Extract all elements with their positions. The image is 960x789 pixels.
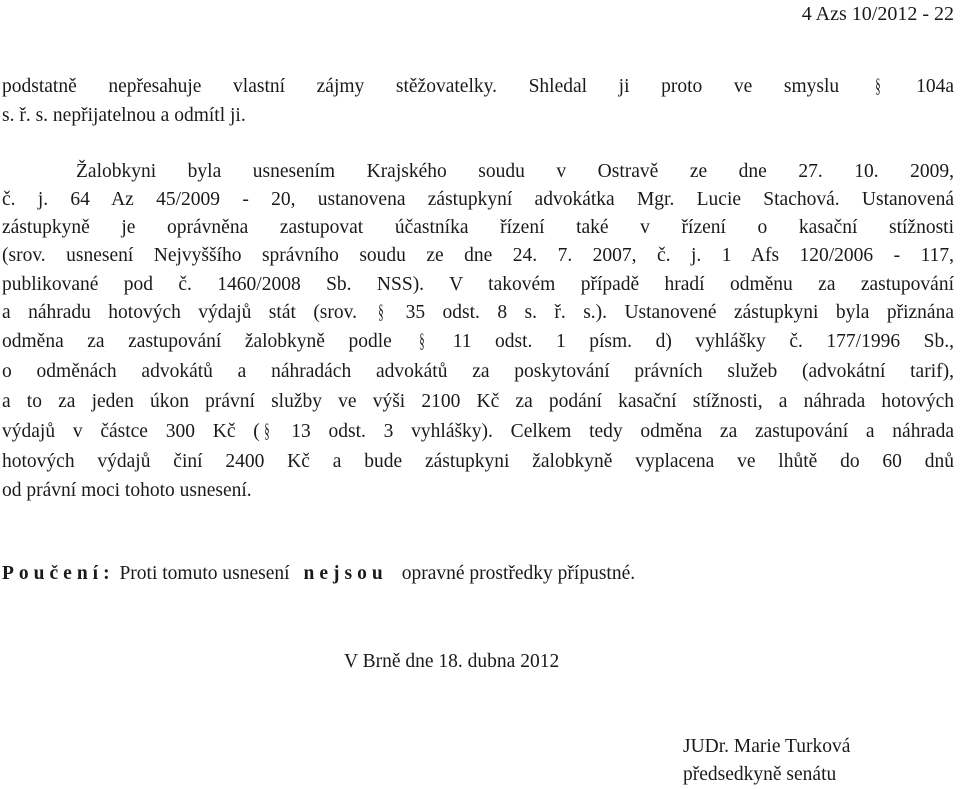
legal-notice [2,560,635,588]
case-number: 4 Azs 10/2012 - 22 [801,3,954,25]
body-line-7: publikované pod č. 1460/2008 Sb. NSS). V takovém případě hradí odměnu za zastupování [2,274,954,295]
body-line-10: o odměnách advokátů a náhradách advokátů za poskytování právních služeb (advokátní tarif), [2,361,954,382]
signature-name: JUDr. Marie Turková [683,736,851,757]
body-line-3: Žalobkyni byla usnesením Krajského soudu v Ostravě ze dne 27. 10. 2009, [76,161,954,182]
body-line-1: podstatně nepřesahuje vlastní zájmy stěžovatelky. Shledal ji proto ve smyslu § 104a [2,73,954,101]
notice-text-after: opravné prostředky přípustné. [401,563,636,584]
body-line-12: výdajů v částce 300 Kč ( § 13 odst. 3 vyhlášky). Celkem tedy odměna za zastupování a náhrada [2,418,954,446]
body-line-9: odměna za zastupování žalobkyně podle § 11 odst. 1 písm. d) vyhlášky č. 177/1996 Sb., [2,328,954,356]
body-line-13: hotových výdajů činí 2400 Kč a bude zástupkyni žalobkyně vyplacena ve lhůtě do 60 dnů [2,451,954,472]
body-line-2: s. ř. s. nepřijatelnou a odmítl ji. [2,105,246,126]
body-line-5: zástupkyně je oprávněna zastupovat účastníka řízení také v řízení o kasační stížnosti [2,217,954,238]
body-line-4: č. j. 64 Az 45/2009 - 20, ustanovena zástupkyní advokátka Mgr. Lucie Stachová. Ustanovená [2,189,954,210]
place-date: V Brně dne 18. dubna 2012 [344,651,560,672]
notice-text-before: Proti tomuto usnesení [119,563,290,584]
signature-title: předsedkyně senátu [683,764,837,785]
section-sign: § [378,302,384,323]
body-line-6: (srov. usnesení Nejvyššího správního soudu ze dne 24. 7. 2007, č. j. 1 Afs 120/2006 - 117, [2,245,954,266]
body-line-8: a náhradu hotových výdajů stát (srov. § 35 odst. 8 s. ř. s.). Ustanovené zástupkyni byla přiznána [2,299,954,327]
section-sign: § [419,331,425,352]
body-line-11: a to za jeden úkon právní služby ve výši 2100 Kč za podání kasační stížnosti, a náhrada hotových [2,391,954,412]
section-sign: § [263,421,270,442]
body-line-14: od právní moci tohoto usnesení. [2,480,252,501]
notice-emphasis: nejsou [303,563,388,584]
section-sign: § [874,76,881,97]
notice-label: Poučení: [2,563,115,584]
signature-block [683,733,850,789]
